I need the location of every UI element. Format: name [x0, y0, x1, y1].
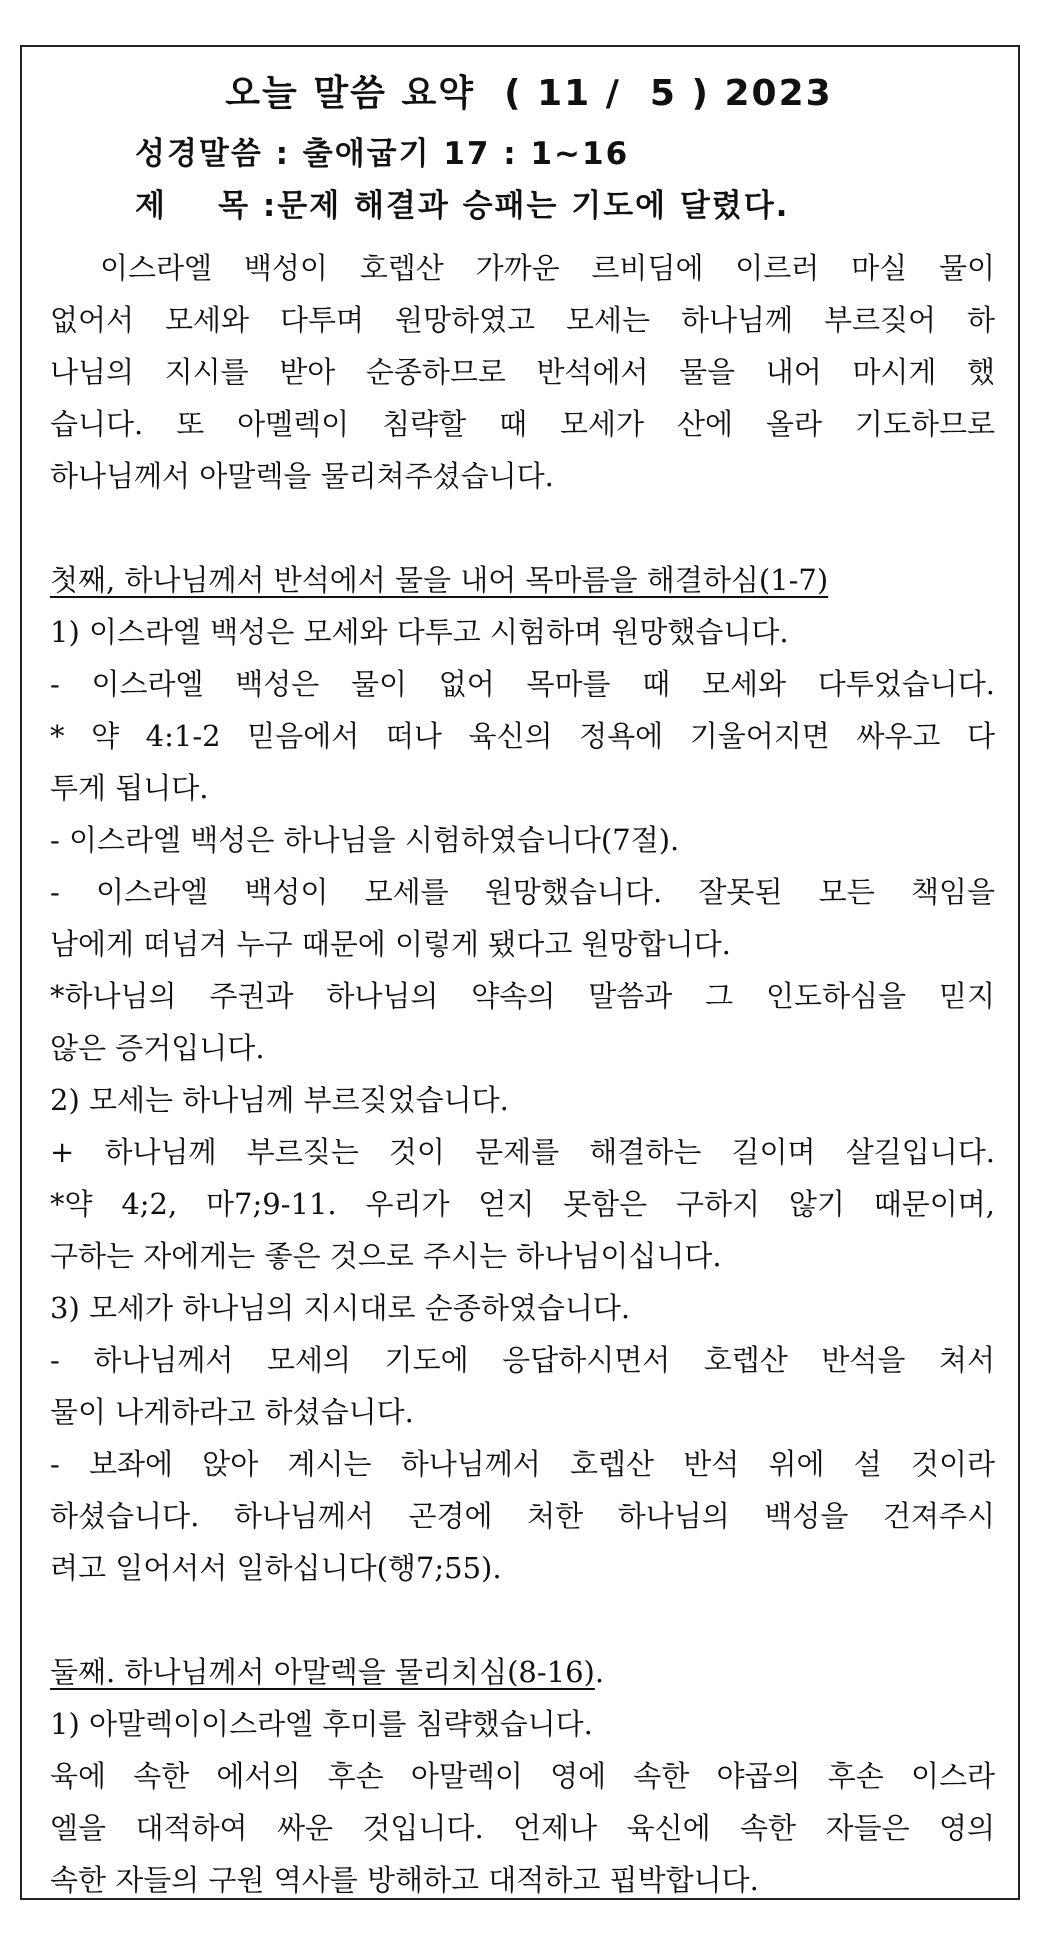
section1-line: *약 4;2, 마7;9-11. 우리가 얻지 못함은 구하지 않기 때문이며,	[50, 1187, 995, 1221]
section1-line: 않은 증거입니다.	[50, 1031, 265, 1065]
section1-line: 려고 일어서서 일하십니다(행7;55).	[50, 1551, 502, 1585]
intro-line: 하나님께서 아말렉을 물리쳐주셨습니다.	[50, 459, 554, 493]
title-text: 오늘 말씀 요약	[225, 73, 476, 114]
section1-line: 하셨습니다. 하나님께서 곤경에 처한 하나님의 백성을 건져주시	[50, 1499, 995, 1533]
section1-line: 2) 모세는 하나님께 부르짖었습니다.	[50, 1083, 509, 1117]
scripture-label: 성경말씀 :	[135, 136, 290, 172]
section1-line: 3) 모세가 하나님의 지시대로 순종하였습니다.	[50, 1291, 631, 1325]
section1-line: - 이스라엘 백성이 모세를 원망했습니다. 잘못된 모든 책임을	[50, 875, 995, 909]
section2-heading-line	[50, 1646, 995, 1698]
section1-line: 투게 됩니다.	[50, 771, 209, 805]
subject-label: 제 목 :	[135, 188, 278, 224]
subject-text: 문제 해결과 승패는 기도에 달렸다.	[277, 188, 790, 224]
scripture-text: 출애굽기 17 : 1~16	[302, 136, 630, 172]
intro-line: 없어서 모세와 다투며 원망하였고 모세는 하나님께 부르짖어 하	[50, 303, 995, 337]
section2-heading-suffix: .	[594, 1655, 605, 1689]
page-title	[0, 65, 1058, 116]
intro-line: 나님의 지시를 받아 순종하므로 반석에서 물을 내어 마시게 했	[50, 355, 995, 389]
section1-line: - 하나님께서 모세의 기도에 응답하시면서 호렙산 반석을 쳐서	[50, 1343, 995, 1377]
section1-heading-line	[50, 554, 995, 606]
title-date: ( 11 / 5 ) 2023	[504, 73, 833, 114]
spacer	[50, 502, 995, 554]
section1-line: - 이스라엘 백성은 하나님을 시험하였습니다(7절).	[50, 823, 680, 857]
section1-line: 1) 이스라엘 백성은 모세와 다투고 시험하며 원망했습니다.	[50, 615, 789, 649]
sermon-subject	[135, 180, 789, 225]
section1-line: 남에게 떠넘겨 누구 때문에 이렇게 됐다고 원망합니다.	[50, 927, 731, 961]
section2-line: 1) 아말렉이이스라엘 후미를 침략했습니다.	[50, 1707, 593, 1741]
section2-line: 속한 자들의 구원 역사를 방해하고 대적하고 핍박합니다.	[50, 1863, 759, 1897]
section1-line: + 하나님께 부르짖는 것이 문제를 해결하는 길이며 살길입니다.	[50, 1135, 995, 1169]
section2-line: 엘을 대적하여 싸운 것입니다. 언제나 육신에 속한 자들은 영의	[50, 1811, 995, 1845]
sermon-body	[50, 242, 995, 1906]
section1-line: 구하는 자에게는 좋은 것으로 주시는 하나님이십니다.	[50, 1239, 722, 1273]
section1-line: * 약 4:1-2 믿음에서 떠나 육신의 정욕에 기울어지면 싸우고 다	[50, 719, 995, 753]
section2-line: 육에 속한 에서의 후손 아말렉이 영에 속한 야곱의 후손 이스라	[50, 1759, 995, 1793]
section1-heading: 첫째, 하나님께서 반석에서 물을 내어 목마름을 해결하심(1-7)	[50, 563, 829, 597]
intro-line: 습니다. 또 아멜렉이 침략할 때 모세가 산에 올라 기도하므로	[50, 407, 995, 441]
spacer	[50, 1594, 995, 1646]
section1-line: *하나님의 주권과 하나님의 약속의 말씀과 그 인도하심을 믿지	[50, 979, 995, 1013]
section2-heading: 둘째. 하나님께서 아말렉을 물리치심(8-16)	[50, 1655, 595, 1689]
intro-line: 이스라엘 백성이 호렙산 가까운 르비딤에 이르러 마실 물이	[100, 251, 995, 285]
section1-line: 물이 나게하라고 하셨습니다.	[50, 1395, 414, 1429]
section1-line: - 보좌에 앉아 계시는 하나님께서 호렙산 반석 위에 설 것이라	[50, 1447, 995, 1481]
scripture-reference	[135, 128, 629, 173]
section1-line: - 이스라엘 백성은 물이 없어 목마를 때 모세와 다투었습니다.	[50, 667, 995, 701]
